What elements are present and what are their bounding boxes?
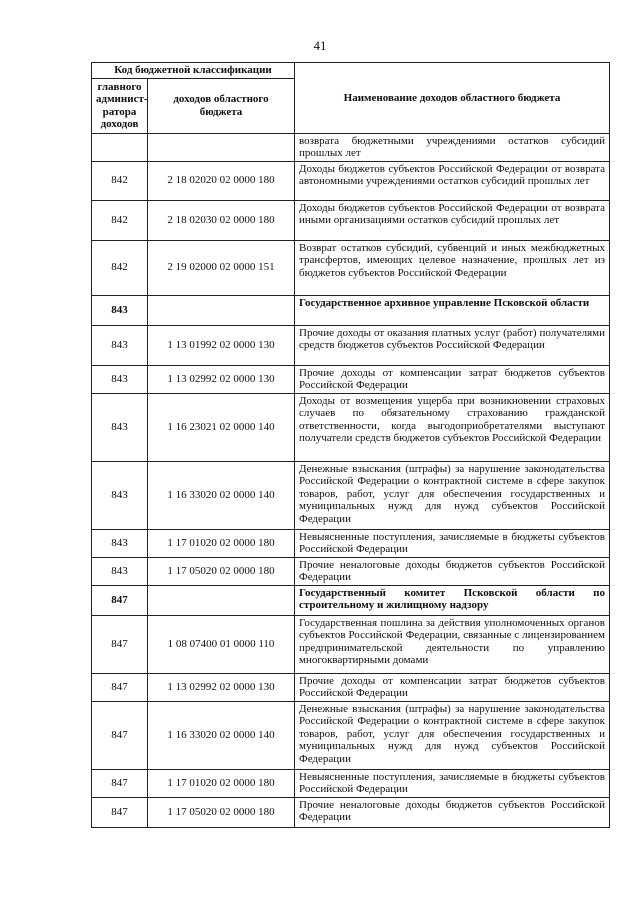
- table-row-agency-heading: [92, 295, 610, 325]
- table-body: [92, 133, 610, 827]
- revenue-classification-table: [91, 62, 610, 828]
- table-row: [92, 769, 610, 797]
- cell-revenue-code: [148, 295, 295, 325]
- cell-revenue-code: 1 13 02992 02 0000 130: [148, 365, 295, 393]
- header-budget-classification-code: Код бюджетной классификации: [92, 63, 295, 79]
- cell-revenue-name: Государственный комитет Псковской области по строительному и жилищному надзору: [295, 585, 610, 615]
- table-row: [92, 240, 610, 295]
- cell-administrator-code: 843: [92, 393, 148, 461]
- cell-revenue-name: возврата бюджетными учреждениями остатков субсидий прошлых лет: [295, 133, 610, 161]
- cell-administrator-code: 843: [92, 365, 148, 393]
- cell-revenue-name: Государственная пошлина за действия уполномоченных органов субъектов Российской Федерации, связанные с лицензированием предпринимательской деятельности по управлению многоквартирными домами: [295, 615, 610, 673]
- cell-administrator-code: 843: [92, 557, 148, 585]
- cell-administrator-code: [92, 133, 148, 161]
- cell-administrator-code: 847: [92, 585, 148, 615]
- cell-revenue-code: 1 16 33020 02 0000 140: [148, 701, 295, 769]
- cell-revenue-code: 1 13 02992 02 0000 130: [148, 673, 295, 701]
- cell-revenue-code: [148, 585, 295, 615]
- table-row: [92, 701, 610, 769]
- cell-administrator-code: 847: [92, 701, 148, 769]
- page-number: 41: [313, 38, 327, 53]
- cell-revenue-name: Государственное архивное управление Псковской области: [295, 295, 610, 325]
- table-row: [92, 529, 610, 557]
- cell-administrator-code: 842: [92, 240, 148, 295]
- table-row-agency-heading: [92, 585, 610, 615]
- cell-revenue-name: Прочие неналоговые доходы бюджетов субъектов Российской Федерации: [295, 557, 610, 585]
- table-row: [92, 133, 610, 161]
- cell-administrator-code: 847: [92, 797, 148, 827]
- cell-revenue-name: Возврат остатков субсидий, субвенций и иных межбюджетных трансфертов, имеющих целевое назначение, прошлых лет из бюджетов субъектов Российской Федерации: [295, 240, 610, 295]
- table-row: [92, 673, 610, 701]
- table-header: [92, 63, 610, 134]
- cell-revenue-code: 2 18 02030 02 0000 180: [148, 200, 295, 240]
- cell-revenue-code: 1 16 33020 02 0000 140: [148, 461, 295, 529]
- cell-revenue-name: Доходы бюджетов субъектов Российской Федерации от возврата иными организациями остатков субсидий прошлых лет: [295, 200, 610, 240]
- cell-administrator-code: 847: [92, 673, 148, 701]
- table-row: [92, 200, 610, 240]
- cell-revenue-name: Прочие доходы от оказания платных услуг (работ) получателями средств бюджетов субъектов Российской Федерации: [295, 325, 610, 365]
- cell-revenue-name: Прочие неналоговые доходы бюджетов субъектов Российской Федерации: [295, 797, 610, 827]
- header-regional-revenue-code: доходов областного бюджета: [148, 78, 295, 133]
- cell-revenue-code: [148, 133, 295, 161]
- cell-revenue-code: 1 17 05020 02 0000 180: [148, 557, 295, 585]
- cell-revenue-code: 1 17 01020 02 0000 180: [148, 769, 295, 797]
- cell-revenue-name: Денежные взыскания (штрафы) за нарушение законодательства Российской Федерации о контрактной системе в сфере закупок товаров, работ, услуг для обеспечения государственных и муниципальных нужд для нужд субъектов Российской Федерации: [295, 461, 610, 529]
- table-row: [92, 365, 610, 393]
- cell-administrator-code: 843: [92, 461, 148, 529]
- cell-administrator-code: 842: [92, 200, 148, 240]
- cell-administrator-code: 843: [92, 529, 148, 557]
- table-row: [92, 615, 610, 673]
- cell-revenue-name: Невыясненные поступления, зачисляемые в бюджеты субъектов Российской Федерации: [295, 529, 610, 557]
- table-row: [92, 797, 610, 827]
- cell-administrator-code: 843: [92, 325, 148, 365]
- cell-revenue-code: 1 13 01992 02 0000 130: [148, 325, 295, 365]
- cell-administrator-code: 843: [92, 295, 148, 325]
- table-row: [92, 393, 610, 461]
- table-row: [92, 461, 610, 529]
- cell-administrator-code: 842: [92, 161, 148, 200]
- cell-revenue-name: Прочие доходы от компенсации затрат бюджетов субъектов Российской Федерации: [295, 673, 610, 701]
- table-row: [92, 557, 610, 585]
- cell-revenue-name: Невыясненные поступления, зачисляемые в бюджеты субъектов Российской Федерации: [295, 769, 610, 797]
- cell-revenue-name: Доходы от возмещения ущерба при возникновении страховых случаев по обязательному страхованию гражданской ответственности, когда выгодоприобретателями выступают получатели средств бюджетов субъектов Российской Федерации: [295, 393, 610, 461]
- cell-revenue-code: 1 17 05020 02 0000 180: [148, 797, 295, 827]
- cell-revenue-name: Денежные взыскания (штрафы) за нарушение законодательства Российской Федерации о контрактной системе в сфере закупок товаров, работ, услуг для обеспечения государственных и муниципальных нужд для нужд субъектов Российской Федерации: [295, 701, 610, 769]
- cell-revenue-name: Прочие доходы от компенсации затрат бюджетов субъектов Российской Федерации: [295, 365, 610, 393]
- header-chief-administrator: главного админист-ратора доходов: [92, 78, 148, 133]
- cell-administrator-code: 847: [92, 615, 148, 673]
- table-row: [92, 325, 610, 365]
- table-row: [92, 161, 610, 200]
- header-revenue-name: Наименование доходов областного бюджета: [295, 63, 610, 134]
- cell-revenue-code: 2 19 02000 02 0000 151: [148, 240, 295, 295]
- cell-revenue-name: Доходы бюджетов субъектов Российской Федерации от возврата автономными учреждениями остатков субсидий прошлых лет: [295, 161, 610, 200]
- cell-revenue-code: 1 08 07400 01 0000 110: [148, 615, 295, 673]
- cell-revenue-code: 1 17 01020 02 0000 180: [148, 529, 295, 557]
- cell-revenue-code: 1 16 23021 02 0000 140: [148, 393, 295, 461]
- cell-administrator-code: 847: [92, 769, 148, 797]
- cell-revenue-code: 2 18 02020 02 0000 180: [148, 161, 295, 200]
